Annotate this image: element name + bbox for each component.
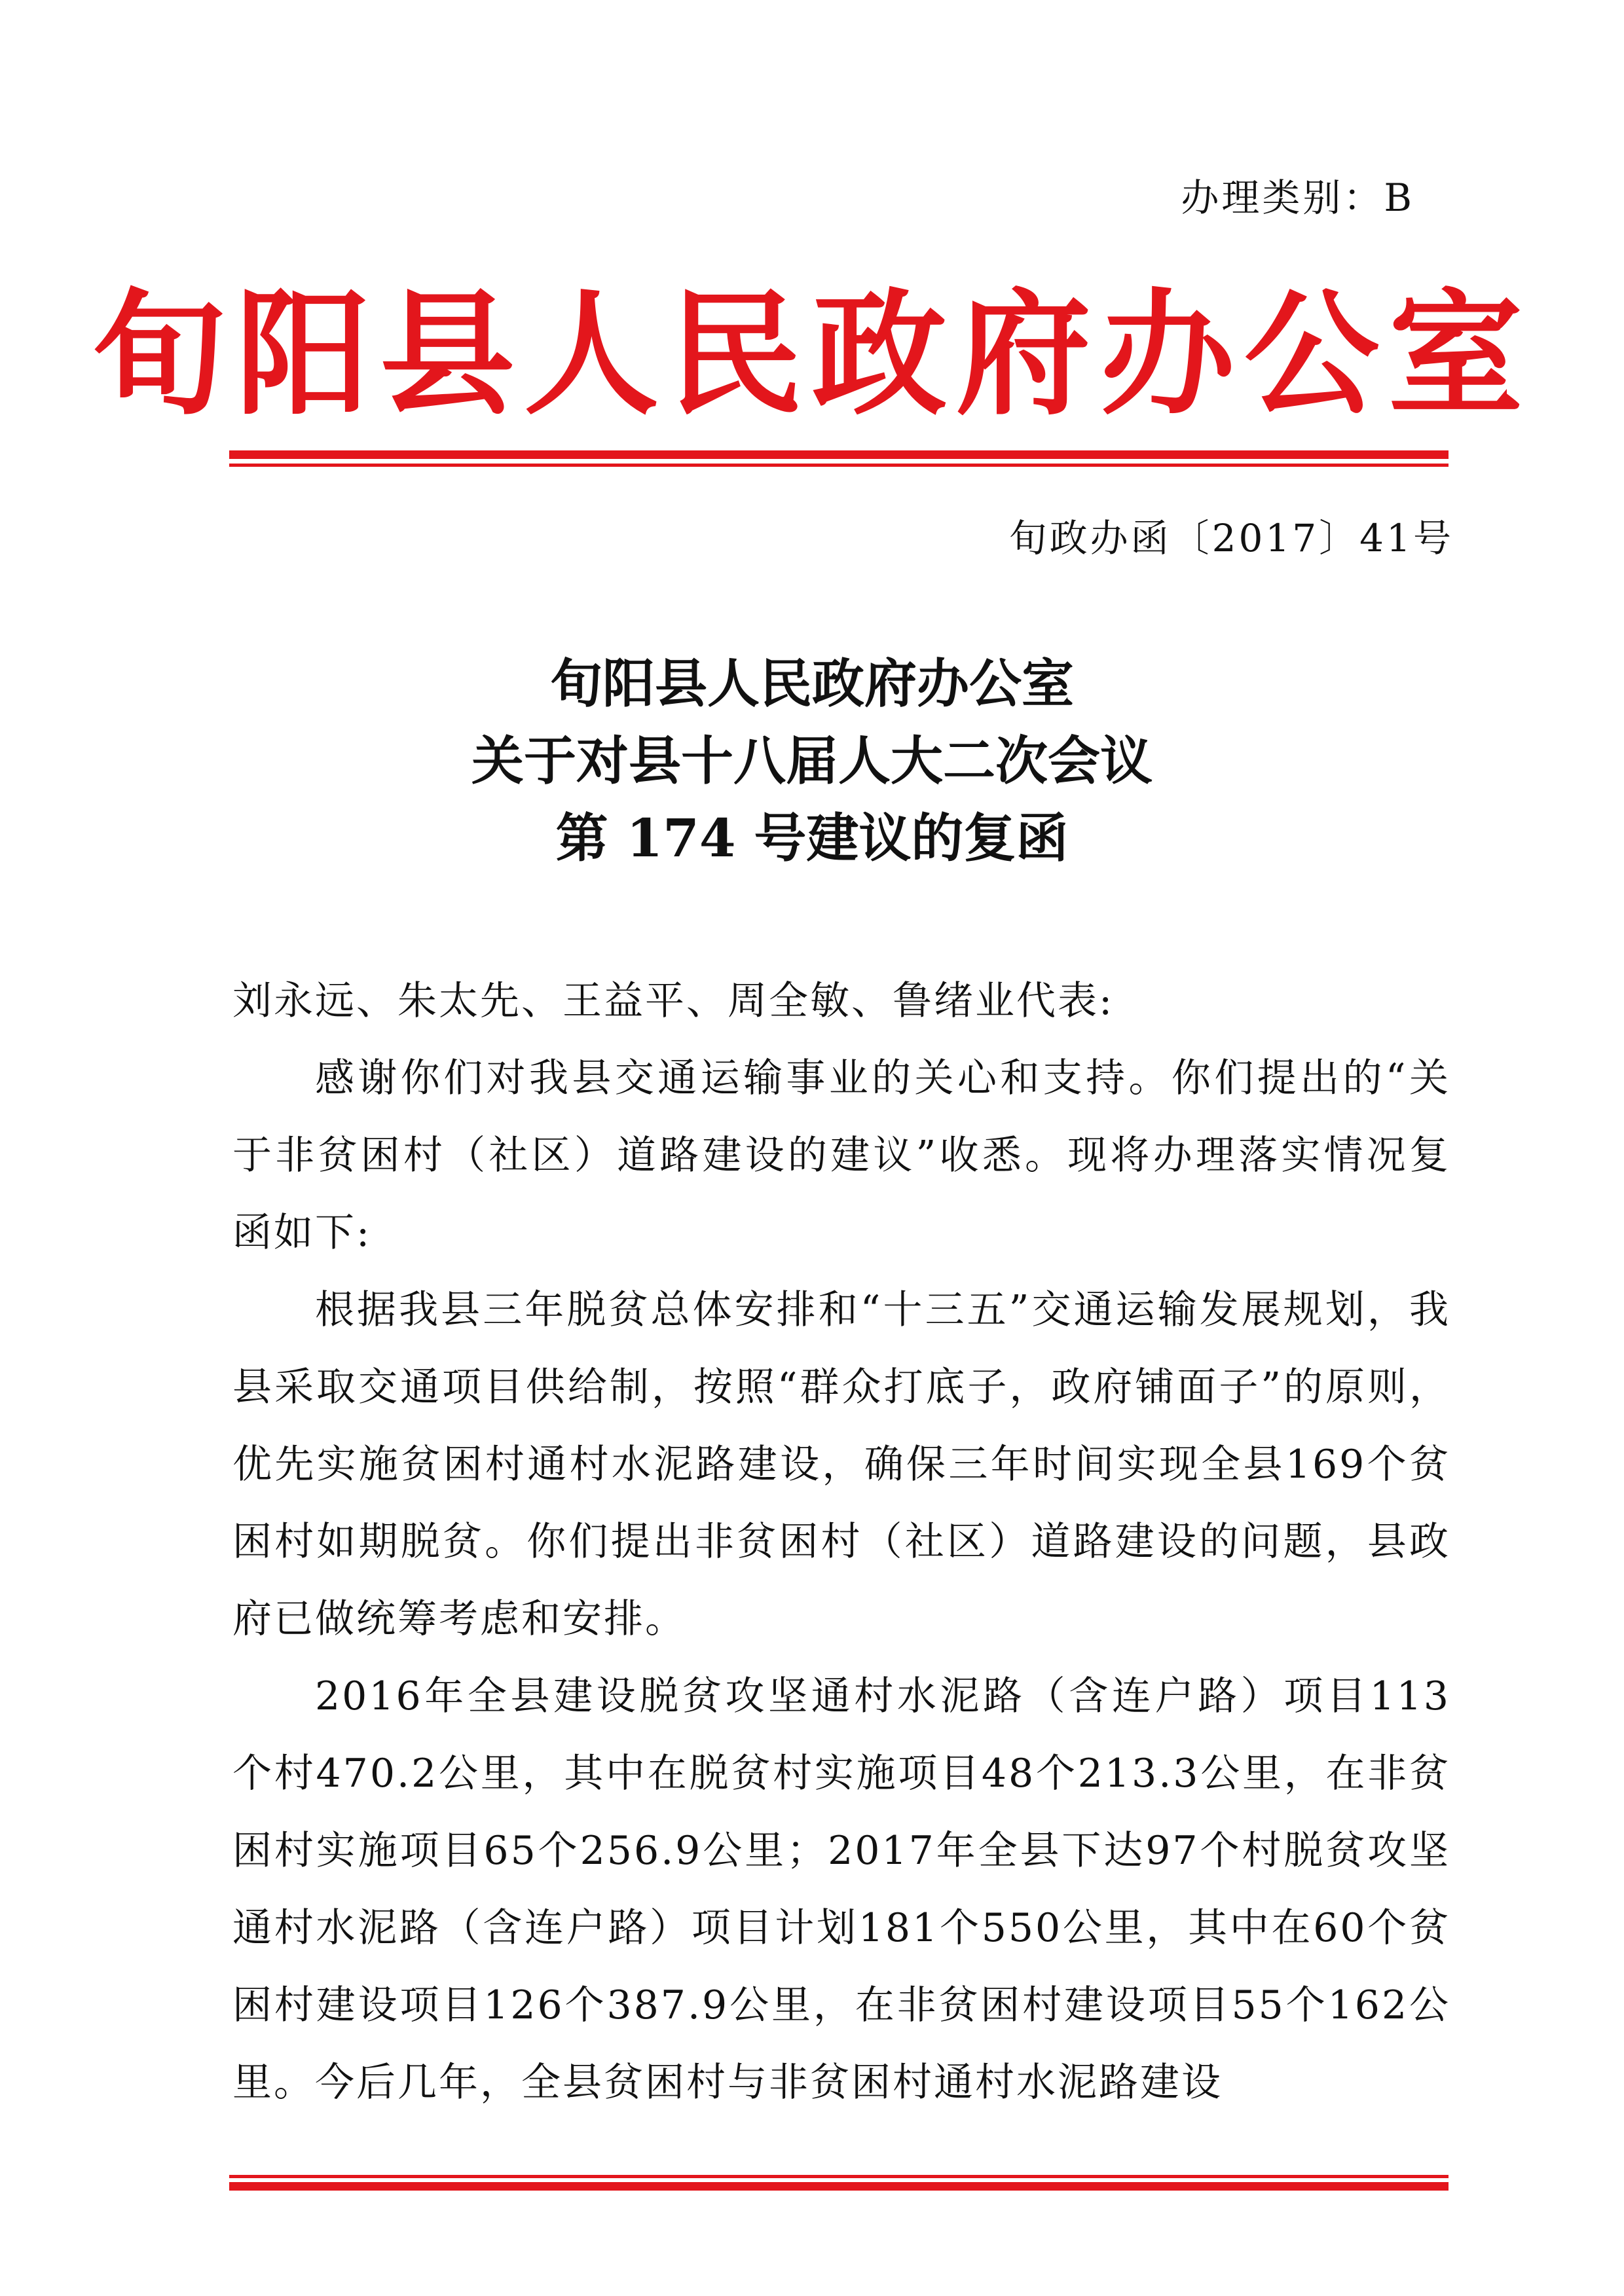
handling-category: 办理类别：B bbox=[1181, 175, 1414, 220]
document-title bbox=[0, 645, 1624, 877]
title-line-1: 旬阳县人民政府办公室 bbox=[550, 653, 1074, 714]
paragraph-3: 2016年全县建设脱贫攻坚通村水泥路（含连户路）项目113个村470.2公里，其中在脱贫村实施项目48个213.3公里，在非贫困村实施项目65个256.9公里；2017年全县下达97个村脱贫攻坚通村水泥路（含连户路）项目计划181个550公里，其中在60个贫困村建设项目126个387.9公里，在非贫困村建设项目55个162公里。今后几年，全县贫困村与非贫困村通村水泥路建设 bbox=[232, 1673, 1450, 2105]
issuing-authority-masthead: 旬阳县人民政府办公室 bbox=[91, 275, 1532, 433]
red-rule-bottom-thin bbox=[229, 2175, 1449, 2178]
title-line-3: 第 174 号建议的复函 bbox=[555, 807, 1069, 869]
paragraph-2: 根据我县三年脱贫总体安排和“十三五”交通运输发展规划，我县采取交通项目供给制，按照“群众打底子，政府铺面子”的原则，优先实施贫困村通村水泥路建设，确保三年时间实现全县169个贫困村如期脱贫。你们提出非贫困村（社区）道路建设的问题，县政府已做统筹考虑和安排。 bbox=[232, 1287, 1450, 1642]
red-rule-top-thin bbox=[229, 464, 1449, 467]
title-line-2: 关于对县十八届人大二次会议 bbox=[471, 730, 1153, 792]
salutation: 刘永远、朱太先、王益平、周全敏、鲁绪业代表: bbox=[232, 978, 1115, 1024]
document-number: 旬政办函〔2017〕41号 bbox=[1008, 516, 1454, 560]
paragraph-1: 感谢你们对我县交通运输事业的关心和支持。你们提出的“关于非贫困村（社区）道路建设的建议”收悉。现将办理落实情况复函如下: bbox=[232, 1055, 1450, 1256]
red-rule-bottom-thick bbox=[229, 2182, 1449, 2191]
document-body bbox=[232, 962, 1450, 2121]
red-rule-top-thick bbox=[229, 450, 1449, 459]
